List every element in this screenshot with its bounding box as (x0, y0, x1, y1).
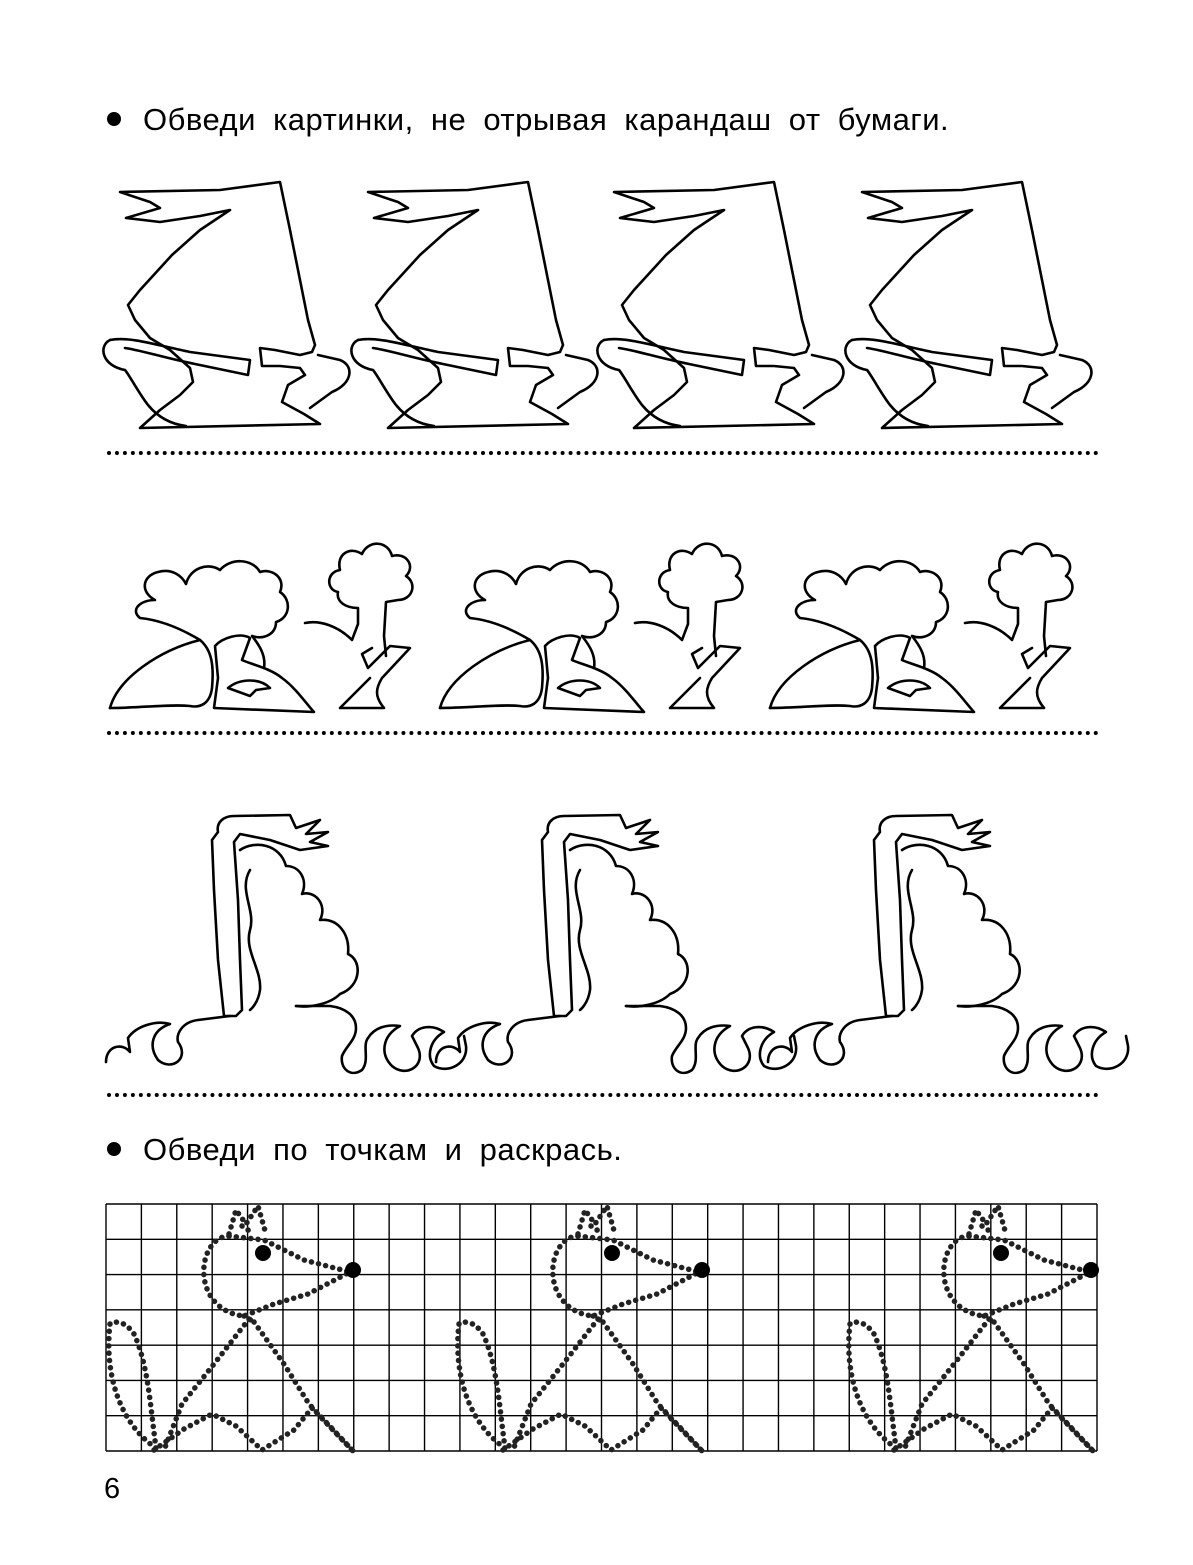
instruction-trace-dots-and-color (107, 1132, 622, 1168)
bullet-icon (107, 1142, 121, 1156)
flower-figure (770, 544, 1072, 712)
bird-bush-figure (768, 815, 1128, 1073)
dot-trace-grid (0, 1200, 1193, 1460)
bullet-icon (107, 112, 121, 126)
bird-bush-figure (106, 815, 466, 1073)
flower-figure (440, 544, 742, 712)
beak-tip-dot (345, 1262, 361, 1278)
instruction-text: Обведи картинки, не отрывая карандаш от бумаги. (143, 102, 950, 137)
beak-tip-dot (1083, 1262, 1099, 1278)
heron-figure (103, 182, 349, 428)
dotted-divider (107, 1093, 1099, 1097)
heron-outline-row (0, 170, 1193, 440)
beak-tip-dot (694, 1262, 710, 1278)
dotted-divider (107, 451, 1099, 455)
bird-wave-outline-row (0, 800, 1193, 1080)
heron-figure (597, 182, 843, 428)
heron-figure (845, 182, 1091, 428)
instruction-trace-without-lifting (107, 102, 949, 138)
flower-figure (110, 544, 412, 712)
heron-figure (351, 182, 597, 428)
eye-dot (604, 1245, 620, 1261)
eye-dot (993, 1245, 1009, 1261)
page-number: 6 (104, 1473, 121, 1505)
eye-dot (255, 1245, 271, 1261)
dotted-divider (107, 731, 1099, 735)
flower-outline-row (0, 528, 1193, 718)
bird-bush-figure (436, 815, 796, 1073)
instruction-text: Обведи по точкам и раскрась. (143, 1132, 623, 1167)
